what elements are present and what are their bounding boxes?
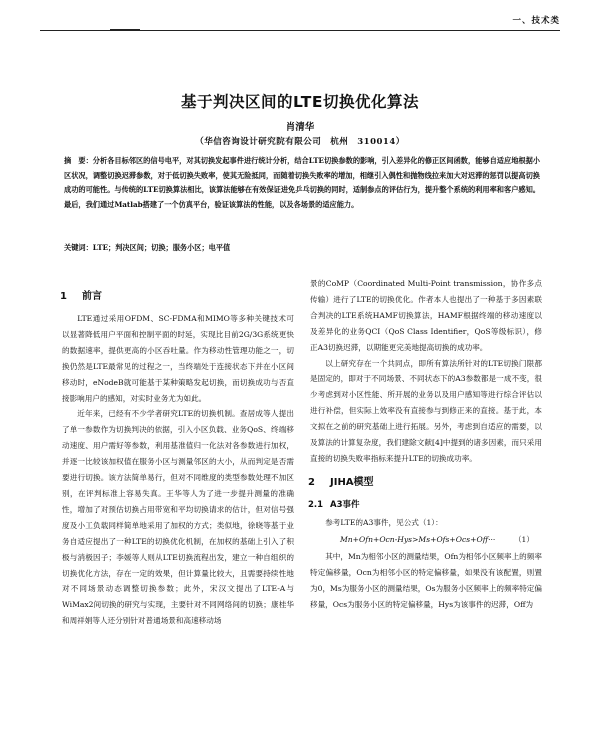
running-head: 一、技术类 [512, 16, 560, 26]
subsection-heading [308, 497, 542, 513]
section-title: JIHA模型 [330, 476, 374, 488]
subsection-title: A3事件 [330, 499, 360, 510]
paragraph: 其中，Mn为相邻小区的测量结果，Ofn为相邻小区频率上的频率特定偏移量，Ocn为相邻小区的特定偏移量，如果没有该配置，则置为0，Ms为服务小区的测量结果，Os为服务小区频率上的频率特定偏移量，Ocs为服务小区的特定偏移量，Hys为该事件的迟滞，Off为 [310, 551, 542, 609]
section-number: 1 [60, 291, 67, 302]
section-number: 2 [308, 476, 315, 488]
keywords [64, 243, 540, 253]
abstract-label: 摘 要： [64, 156, 93, 165]
author: 肖清华 [285, 122, 315, 133]
paper-title: 基于判决区间的LTE切换优化算法 [181, 93, 419, 111]
keywords-label: 关键词： [64, 243, 93, 252]
paragraph: 参考LTE的A3事件，见公式（1）： [325, 517, 443, 527]
abstract-text: 分析各目标邻区的信号电平，对其切换发起事件进行统计分析，结合LTE切换参数的影响，引入差异化的修正区间函数，能够自适应地根据小区状况，调整切换迟滞参数，对于低切换失败率，使其无险抵同，而随着切换失败率的增加，相继引入偶性和抛物线拉来加大对迟滞的惩罚以提高切换成功的可能性。与传统的LTE切换算法相比，该算法能够在有效保证进免乒乓切换的同时，适制参点的评估行为，提升整个系统的利用率和客户感知。最后，我们通过Matlab搭建了一个仿真平台，验证该算法的性能，以及各场景的适应能力。 [64, 156, 540, 209]
subsection-number: 2.1 [308, 499, 324, 510]
left-column [62, 289, 294, 629]
section-heading-1 [60, 289, 294, 305]
abstract [64, 154, 540, 212]
paragraph: 以上研究存在一个共同点，即所有算法所针对的LTE切换门限都是固定的，即对于不同场景、不同状态下的A3参数都是一成不变，很少考虑到对小区性能、所开展的业务以及用户感知等进行综合评估以进行补偿，但实际上效率没有直接参与到修正来的直接。基于此，本文拟在之前的研究基础上进行拓展。另外，考虑到自适应的需要，以及算法的计算复杂度，我们建除文献[4]中提到的诸多因素，而只采用直接的切换失败率指标来提升LTE的切换成功率。 [310, 358, 542, 463]
affiliation: （华信咨询设计研究院有限公司 杭州 310014） [195, 137, 405, 147]
right-column [310, 276, 542, 612]
keywords-text: LTE；判决区间；切换；服务小区；电平值 [92, 243, 231, 252]
equation-number: （1） [513, 534, 534, 544]
section-title: 前言 [82, 291, 102, 302]
paragraph: LTE通过采用OFDM、SC-FDMA和MIMO等多种关键技术可以显著降低用户平面和控制平面的时延，实现比目前2G/3G系统更快的数据速率，提供更高的小区吞吐量。作为移动性管理功能之一，切换仍然是LTE最常见的过程之一，当终端处于连接状态下并在小区间移动时，eNodeB就可能基于某种策略发起切换，而切换成功与否直接影响用户的感知，对实时业务尤为如此。 [62, 314, 294, 403]
equation-1 [310, 531, 542, 549]
equation-text: Mn+Ofn+Ocn-Hys>Ms+Ofs+Ocs+Off··· [340, 534, 496, 544]
spacer [310, 467, 542, 475]
header-rule-mark [110, 29, 140, 31]
section-heading-2 [308, 475, 542, 491]
paragraph: 近年来，已经有不少学者研究LTE的切换机制。查居成等人提出了单一参数作为切换判决的依据，引入小区负载、业务QoS、终端移动速度、用户需好等参数，利用基准值归一化法对各参数进行加权，并逐一比较该加权值在服务小区与测量邻区的大小，从而判定是否需要进行切换。该方法简单易行，但对不同维度的类型参数处理不加区别，在评判标准上容易失真。王华等人为了进一步提升测量的准确性，增加了对预估切换占用带宽和平均切换请求的估计，但对信号强度及小工负载同样简单地采用了加权的方式；类似地，徐晓等基于业务自适应提出了一种LTE的切换优化机制，在加权的基础上引入了积极与消极因子；李媛等人则从LTE切换流程出发，建立一种自组织的切换优化方法，存在一定的效果，但计算量比较大，且需要持续性地对不同场景动态调整切换参数；此外，宋汉文提出了LTE-A与WiMax2间切换的研究与实现，主要针对不同网络间的切换；康桂华和周祥娟等人还分别针对普通场景和高速移动场 [62, 409, 294, 626]
paragraph: 景的CoMP（Coordinated Multi-Point transmission，协作多点传输）进行了LTE的切换优化。作者本人也提出了一种基于多因素联合判决的LTE系统HAMF切换算法，HAMF根据终端的移动速度以及差异化的业务QCI（QoS Class Identifier，QoS等级标识），修正A3切换迟滞，以期能更完美地提高切换的成功率。 [310, 279, 542, 352]
